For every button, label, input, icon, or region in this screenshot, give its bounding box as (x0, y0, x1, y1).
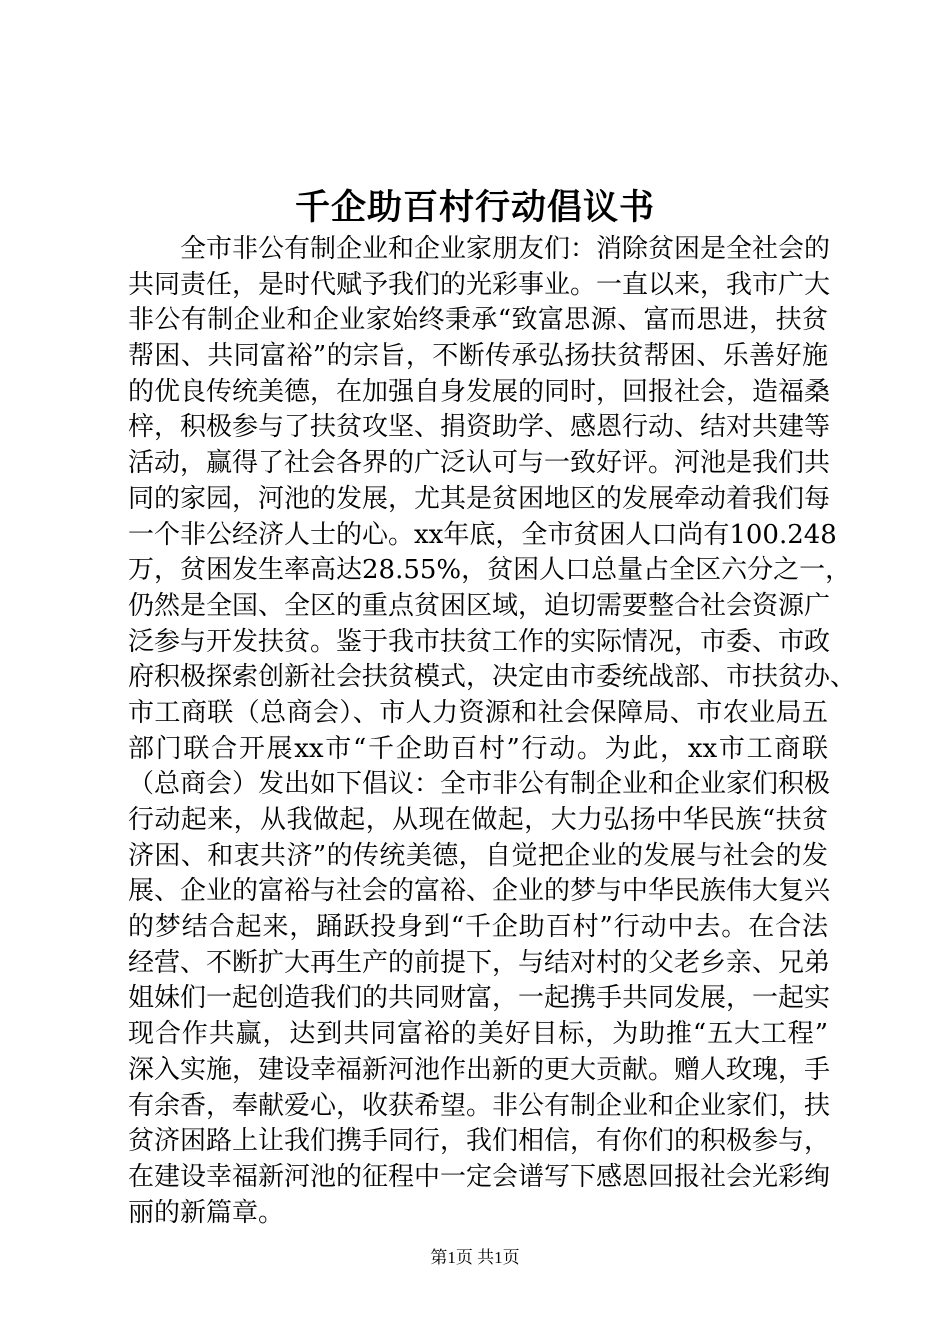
body-line: 市工商联（总商会）、市人力资源和社会保障局、市农业局五 (128, 697, 828, 728)
document-title: 千企助百村行动倡议书 (294, 188, 655, 228)
body-line: 的梦结合起来，踊跃投身到“千企助百村”行动中去。在合法 (128, 912, 828, 943)
body-line: 济困、和衷共济”的传统美德，自觉把企业的发展与社会的发 (128, 840, 828, 871)
page-footer: 第1页 共1页 (430, 1248, 520, 1267)
body-line: 非公有制企业和企业家始终秉承“致富思源、富而思进，扶贫 (128, 305, 828, 336)
body-line: 有余香，奉献爱心，收获希望。非公有制企业和企业家们，扶 (128, 1090, 831, 1121)
body-line: 府积极探索创新社会扶贫模式，决定由市委统战部、市扶贫办、 (128, 662, 857, 693)
body-line: 深入实施，建设幸福新河池作出新的更大贡献。赠人玫瑰，手 (128, 1054, 831, 1085)
body-line: 贫济困路上让我们携手同行，我们相信，有你们的积极参与， (128, 1126, 831, 1157)
body-line: 一个非公经济人士的心。xx年底，全市贫困人口尚有100.248 (128, 519, 837, 550)
body-line: （总商会）发出如下倡议：全市非公有制企业和企业家们积极 (128, 769, 831, 800)
document-body (128, 232, 857, 1231)
body-line: 经营、不断扩大再生产的前提下，与结对村的父老乡亲、兄弟 (128, 947, 831, 978)
body-line: 帮困、共同富裕”的宗旨，不断传承弘扬扶贫帮困、乐善好施 (128, 341, 828, 372)
body-line: 在建设幸福新河池的征程中一定会谱写下感恩回报社会光彩绚 (128, 1161, 831, 1192)
body-line: 共同责任，是时代赋予我们的光彩事业。一直以来，我市广大 (128, 269, 831, 300)
body-line: 现合作共赢，达到共同富裕的美好目标，为助推“五大工程” (128, 1019, 828, 1050)
body-line: 仍然是全国、全区的重点贫困区域，迫切需要整合社会资源广 (128, 590, 831, 621)
body-line: 全市非公有制企业和企业家朋友们：消除贫困是全社会的 (180, 234, 831, 264)
body-line: 的优良传统美德，在加强自身发展的同时，回报社会，造福桑 (128, 376, 831, 407)
body-line: 同的家园，河池的发展，尤其是贫困地区的发展牵动着我们每 (128, 483, 831, 514)
body-line: 展、企业的富裕与社会的富裕、企业的梦与中华民族伟大复兴 (128, 876, 831, 907)
body-line: 丽的新篇章。 (128, 1197, 285, 1228)
body-line: 姐妹们一起创造我们的共同财富，一起携手共同发展，一起实 (128, 983, 831, 1014)
body-line: 部门联合开展xx市“千企助百村”行动。为此，xx市工商联 (128, 733, 828, 764)
body-line: 泛参与开发扶贫。鉴于我市扶贫工作的实际情况，市委、市政 (128, 626, 831, 657)
body-line: 行动起来，从我做起，从现在做起，大力弘扬中华民族“扶贫 (128, 805, 828, 835)
body-line: 万，贫困发生率高达28.55%，贫困人口总量占全区六分之一， (128, 555, 852, 586)
body-line: 活动，赢得了社会各界的广泛认可与一致好评。河池是我们共 (128, 448, 831, 479)
body-line: 梓，积极参与了扶贫攻坚、捐资助学、感恩行动、结对共建等 (128, 412, 831, 443)
